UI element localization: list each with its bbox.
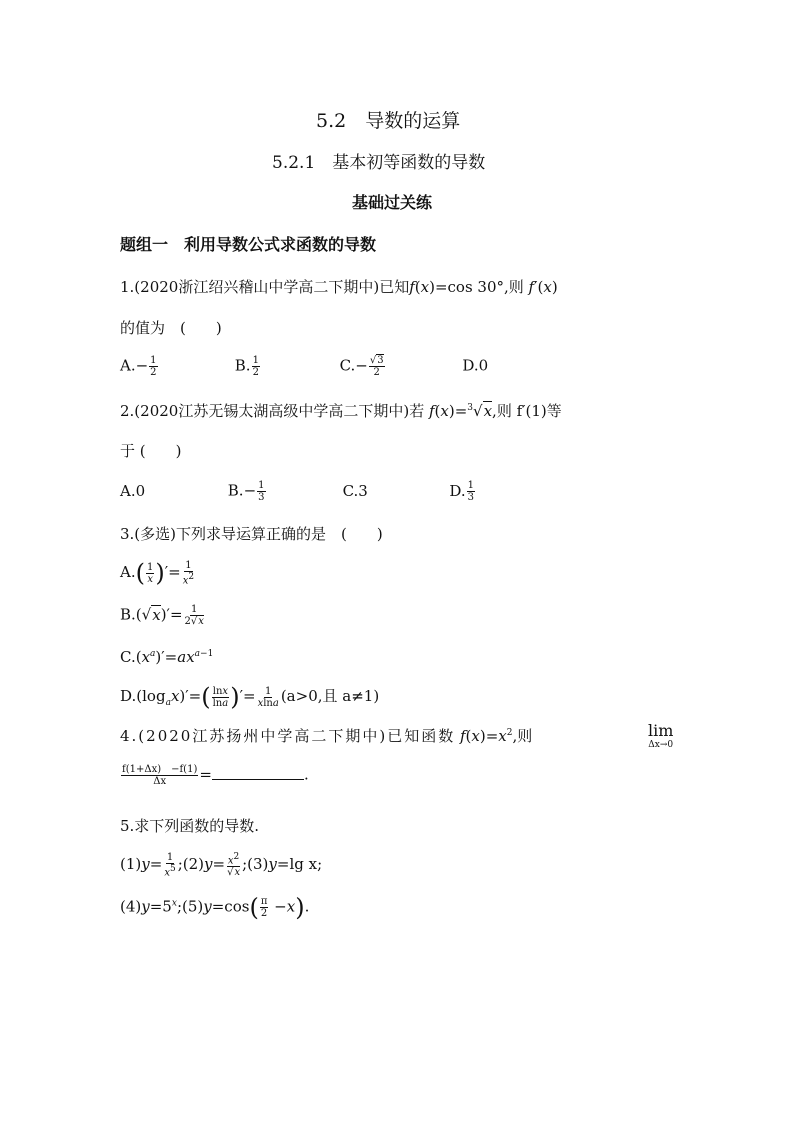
- q4-expression: $\frac{f(1+\Delta x) -f(1)}{\Delta x}$ = .: [122, 764, 309, 787]
- q4-line1: 4.(2020江苏扬州中学高二下期中)已知函数 $f(x)=x^2$,则: [120, 727, 533, 745]
- q1-line2: 的值为 ( ): [120, 319, 222, 337]
- q2-option-d: D. $\frac{1}{3}$: [449, 480, 474, 503]
- q2-line1: 2.(2020江苏无锡太湖高级中学高二下期中)若 f(x)=$^3$√x,则 f′(1)等: [120, 402, 562, 420]
- q3-stem: 3.(多选)下列求导运算正确的是 ( ): [120, 525, 383, 543]
- q3-option-a: A.( $\frac{1}{x}$ )′= $\frac{1}{x^2}$: [120, 559, 195, 588]
- q3-option-d: $D.(\log_ax)'=$( $\frac{\ln x}{\ln a}$ )′= $\frac{1}{xlna}$ (a>0,且 a≠1): [120, 683, 380, 711]
- q1-line1: 1.(2020浙江绍兴稽山中学高二下期中)已知f(x)=cos 30°,则 f′(x): [120, 278, 558, 296]
- q5-stem: 5.求下列函数的导数.: [120, 817, 260, 835]
- q4-answer-blank: [212, 778, 304, 780]
- q1-option-d: D.0: [462, 356, 489, 375]
- q2-line2: 于 ( ): [120, 442, 182, 460]
- q5-line2: $(4)y=5^x;(5)y=\cos$( $\frac{\pi}{2}$ −x).: [120, 893, 310, 922]
- q2-option-c: C.3: [342, 481, 368, 500]
- page-title: 5.2 导数的运算: [316, 110, 461, 132]
- page-subtitle: 5.2.1 基本初等函数的导数: [272, 153, 486, 173]
- q1-option-b: B. $\frac{1}{2}$: [234, 355, 259, 378]
- q2-options: [120, 480, 476, 503]
- group-heading: 题组一 利用导数公式求函数的导数: [120, 235, 377, 254]
- q2-option-b: B.− $\frac{1}{3}$: [227, 480, 265, 503]
- q3-option-c: $C.(x^a)'=ax^{a-1}$: [120, 648, 214, 666]
- section-heading: 基础过关练: [352, 193, 433, 212]
- q1-option-c: C.− $\frac{√3}{2}$: [339, 355, 384, 378]
- q3-option-b: B.(√x)′= $\frac{1}{2√x}$: [120, 604, 204, 627]
- q4-limit: lim Δx→0: [648, 721, 674, 750]
- q1-option-a: A.− $\frac{1}{2}$: [120, 355, 157, 378]
- q5-line1: (1)y= $\frac{1}{x^5}$ ;(2)y= $\frac{x^2}{√x}$ ;(3)y=lg x;: [120, 852, 323, 879]
- q2-option-a: A.0: [120, 481, 146, 500]
- q1-options: [120, 355, 488, 378]
